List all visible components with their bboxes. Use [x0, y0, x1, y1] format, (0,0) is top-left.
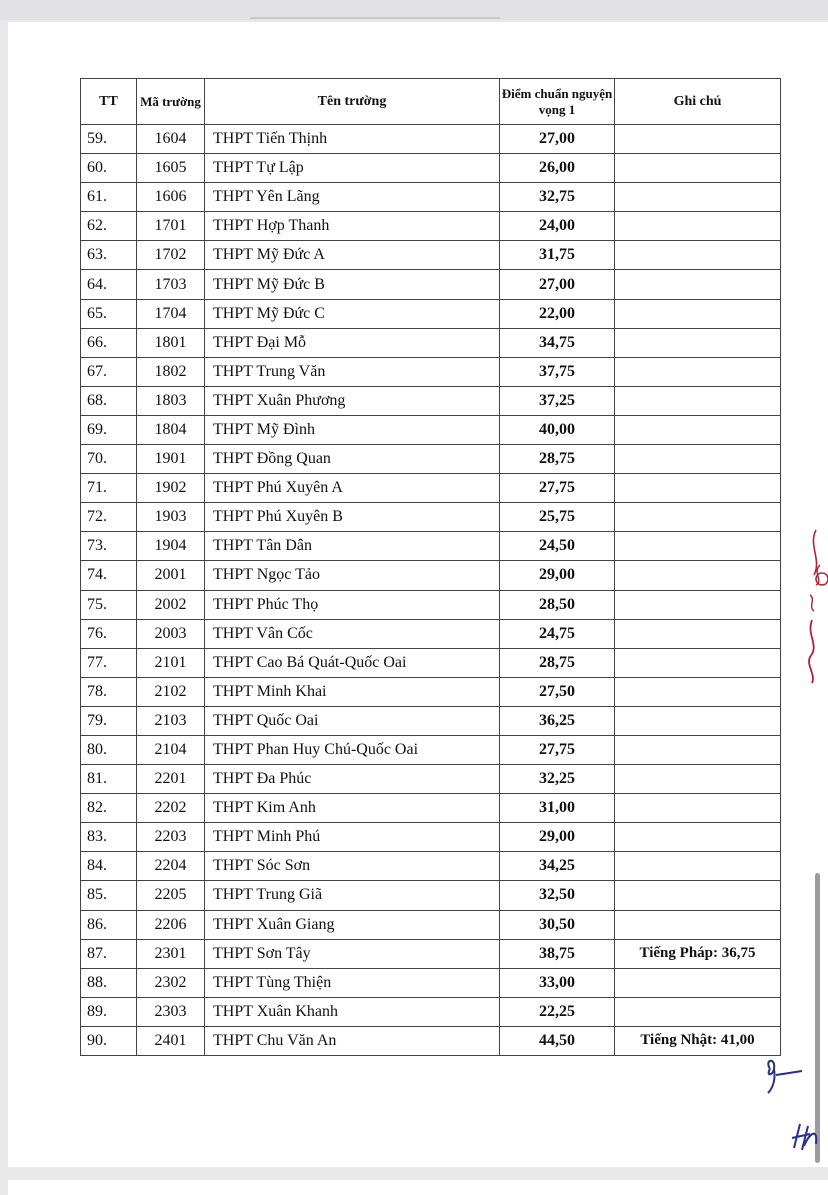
row-tt: 84. [81, 852, 137, 881]
row-ma-truong: 2202 [137, 794, 205, 823]
row-tt: 70. [81, 445, 137, 474]
row-ten-truong: THPT Tân Dân [205, 532, 500, 561]
row-tt: 73. [81, 532, 137, 561]
row-ma-truong: 1901 [137, 445, 205, 474]
header-ten-truong: Tên trường [205, 79, 500, 125]
table-row [81, 735, 781, 764]
row-diem-chuan: 27,00 [500, 270, 615, 299]
row-ma-truong: 2101 [137, 648, 205, 677]
row-ma-truong: 1704 [137, 299, 205, 328]
row-ten-truong: THPT Mỹ Đức C [205, 299, 500, 328]
row-diem-chuan: 36,25 [500, 706, 615, 735]
row-ten-truong: THPT Đại Mỗ [205, 328, 500, 357]
row-tt: 66. [81, 328, 137, 357]
row-diem-chuan: 37,25 [500, 386, 615, 415]
row-ten-truong: THPT Minh Khai [205, 677, 500, 706]
row-ma-truong: 2003 [137, 619, 205, 648]
table-row [81, 1026, 781, 1055]
row-diem-chuan: 27,50 [500, 677, 615, 706]
row-ten-truong: THPT Phúc Thọ [205, 590, 500, 619]
row-tt: 63. [81, 241, 137, 270]
table-row [81, 357, 781, 386]
row-ten-truong: THPT Phan Huy Chú-Quốc Oai [205, 735, 500, 764]
row-ghi-chu [615, 154, 781, 183]
row-ma-truong: 2102 [137, 677, 205, 706]
table-row [81, 706, 781, 735]
row-diem-chuan: 22,00 [500, 299, 615, 328]
row-ma-truong: 2203 [137, 823, 205, 852]
row-ghi-chu [615, 619, 781, 648]
table-row [81, 386, 781, 415]
row-tt: 61. [81, 183, 137, 212]
row-diem-chuan: 28,75 [500, 445, 615, 474]
row-tt: 78. [81, 677, 137, 706]
row-ma-truong: 2104 [137, 735, 205, 764]
row-tt: 64. [81, 270, 137, 299]
row-ma-truong: 2401 [137, 1026, 205, 1055]
row-ghi-chu [615, 997, 781, 1026]
row-ghi-chu [615, 532, 781, 561]
row-ten-truong: THPT Sóc Sơn [205, 852, 500, 881]
table-row [81, 561, 781, 590]
row-ma-truong: 1604 [137, 125, 205, 154]
row-ma-truong: 1903 [137, 503, 205, 532]
row-tt: 62. [81, 212, 137, 241]
row-ten-truong: THPT Mỹ Đức A [205, 241, 500, 270]
row-tt: 72. [81, 503, 137, 532]
row-diem-chuan: 32,50 [500, 881, 615, 910]
row-diem-chuan: 24,75 [500, 619, 615, 648]
table-row [81, 765, 781, 794]
row-tt: 75. [81, 590, 137, 619]
row-ten-truong: THPT Xuân Phương [205, 386, 500, 415]
row-ghi-chu [615, 299, 781, 328]
row-ma-truong: 1701 [137, 212, 205, 241]
row-ma-truong: 2001 [137, 561, 205, 590]
table-row [81, 212, 781, 241]
row-ghi-chu [615, 765, 781, 794]
row-ten-truong: THPT Kim Anh [205, 794, 500, 823]
header-tt: TT [81, 79, 137, 125]
table-row [81, 328, 781, 357]
row-tt: 74. [81, 561, 137, 590]
row-ten-truong: THPT Xuân Giang [205, 910, 500, 939]
table-row [81, 852, 781, 881]
header-ma-truong: Mã trường [137, 79, 205, 125]
row-tt: 85. [81, 881, 137, 910]
table-row [81, 532, 781, 561]
table-row [81, 910, 781, 939]
row-ten-truong: THPT Yên Lãng [205, 183, 500, 212]
row-diem-chuan: 26,00 [500, 154, 615, 183]
header-ghi-chu: Ghi chú [615, 79, 781, 125]
table-header-row [81, 79, 781, 125]
row-ma-truong: 1605 [137, 154, 205, 183]
row-ten-truong: THPT Tiến Thịnh [205, 125, 500, 154]
row-ghi-chu [615, 183, 781, 212]
row-ghi-chu [615, 125, 781, 154]
row-tt: 67. [81, 357, 137, 386]
row-tt: 65. [81, 299, 137, 328]
table-row [81, 677, 781, 706]
row-ghi-chu [615, 357, 781, 386]
table-row [81, 794, 781, 823]
row-ten-truong: THPT Trung Giã [205, 881, 500, 910]
row-ten-truong: THPT Sơn Tây [205, 939, 500, 968]
row-diem-chuan: 34,75 [500, 328, 615, 357]
row-ten-truong: THPT Vân Cốc [205, 619, 500, 648]
row-diem-chuan: 27,00 [500, 125, 615, 154]
table-row [81, 299, 781, 328]
signature-initial-2 [788, 1118, 822, 1158]
row-ma-truong: 2204 [137, 852, 205, 881]
row-tt: 86. [81, 910, 137, 939]
row-diem-chuan: 24,50 [500, 532, 615, 561]
header-diem-chuan: Điểm chuẩn nguyện vọng 1 [500, 79, 615, 125]
admission-score-table [80, 78, 781, 1056]
row-diem-chuan: 25,75 [500, 503, 615, 532]
row-ten-truong: THPT Tùng Thiện [205, 968, 500, 997]
row-ten-truong: THPT Chu Văn An [205, 1026, 500, 1055]
row-ten-truong: THPT Ngọc Tảo [205, 561, 500, 590]
row-ma-truong: 2002 [137, 590, 205, 619]
row-tt: 80. [81, 735, 137, 764]
row-ghi-chu [615, 474, 781, 503]
row-ten-truong: THPT Quốc Oai [205, 706, 500, 735]
row-ghi-chu [615, 212, 781, 241]
row-diem-chuan: 31,00 [500, 794, 615, 823]
row-diem-chuan: 38,75 [500, 939, 615, 968]
row-tt: 69. [81, 415, 137, 444]
row-tt: 88. [81, 968, 137, 997]
row-ghi-chu [615, 648, 781, 677]
row-ma-truong: 2205 [137, 881, 205, 910]
row-ghi-chu [615, 328, 781, 357]
row-ma-truong: 2201 [137, 765, 205, 794]
row-diem-chuan: 31,75 [500, 241, 615, 270]
table-row [81, 968, 781, 997]
row-diem-chuan: 29,00 [500, 561, 615, 590]
row-tt: 71. [81, 474, 137, 503]
row-diem-chuan: 27,75 [500, 735, 615, 764]
row-ghi-chu [615, 270, 781, 299]
row-diem-chuan: 44,50 [500, 1026, 615, 1055]
table-row [81, 154, 781, 183]
row-ghi-chu [615, 823, 781, 852]
row-diem-chuan: 33,00 [500, 968, 615, 997]
row-ghi-chu: Tiếng Nhật: 41,00 [615, 1026, 781, 1055]
row-ghi-chu [615, 910, 781, 939]
next-page-edge [8, 1180, 828, 1195]
row-ten-truong: THPT Trung Văn [205, 357, 500, 386]
signature-initial-1 [762, 1055, 808, 1095]
row-diem-chuan: 24,00 [500, 212, 615, 241]
row-ten-truong: THPT Phú Xuyên A [205, 474, 500, 503]
row-diem-chuan: 28,75 [500, 648, 615, 677]
row-diem-chuan: 29,00 [500, 823, 615, 852]
row-tt: 89. [81, 997, 137, 1026]
row-tt: 76. [81, 619, 137, 648]
row-diem-chuan: 28,50 [500, 590, 615, 619]
row-ma-truong: 1702 [137, 241, 205, 270]
table-row [81, 183, 781, 212]
row-ghi-chu [615, 968, 781, 997]
table-row [81, 270, 781, 299]
row-ma-truong: 1804 [137, 415, 205, 444]
row-diem-chuan: 32,25 [500, 765, 615, 794]
row-ten-truong: THPT Đa Phúc [205, 765, 500, 794]
row-diem-chuan: 40,00 [500, 415, 615, 444]
document-page [8, 22, 828, 1167]
row-ghi-chu [615, 881, 781, 910]
table-row [81, 125, 781, 154]
row-ma-truong: 2303 [137, 997, 205, 1026]
row-ma-truong: 1902 [137, 474, 205, 503]
row-ten-truong: THPT Phú Xuyên B [205, 503, 500, 532]
row-diem-chuan: 37,75 [500, 357, 615, 386]
row-tt: 82. [81, 794, 137, 823]
row-diem-chuan: 30,50 [500, 910, 615, 939]
row-ma-truong: 2302 [137, 968, 205, 997]
table-row [81, 445, 781, 474]
row-ghi-chu [615, 677, 781, 706]
row-tt: 68. [81, 386, 137, 415]
row-diem-chuan: 27,75 [500, 474, 615, 503]
row-ghi-chu [615, 794, 781, 823]
row-ghi-chu [615, 241, 781, 270]
table-row [81, 415, 781, 444]
row-diem-chuan: 32,75 [500, 183, 615, 212]
row-ghi-chu [615, 706, 781, 735]
row-tt: 81. [81, 765, 137, 794]
row-ma-truong: 1606 [137, 183, 205, 212]
row-ghi-chu: Tiếng Pháp: 36,75 [615, 939, 781, 968]
row-ten-truong: THPT Cao Bá Quát-Quốc Oai [205, 648, 500, 677]
row-ghi-chu [615, 503, 781, 532]
row-ma-truong: 2103 [137, 706, 205, 735]
row-tt: 90. [81, 1026, 137, 1055]
row-ten-truong: THPT Tự Lập [205, 154, 500, 183]
row-tt: 83. [81, 823, 137, 852]
row-ten-truong: THPT Hợp Thanh [205, 212, 500, 241]
row-ghi-chu [615, 445, 781, 474]
row-ma-truong: 1802 [137, 357, 205, 386]
row-ma-truong: 1904 [137, 532, 205, 561]
row-ma-truong: 1703 [137, 270, 205, 299]
table-row [81, 241, 781, 270]
row-tt: 79. [81, 706, 137, 735]
row-ghi-chu [615, 386, 781, 415]
row-ghi-chu [615, 415, 781, 444]
stamp-fragment [802, 525, 828, 685]
row-diem-chuan: 22,25 [500, 997, 615, 1026]
table-row [81, 619, 781, 648]
row-tt: 77. [81, 648, 137, 677]
row-ma-truong: 1803 [137, 386, 205, 415]
row-ten-truong: THPT Đồng Quan [205, 445, 500, 474]
table-row [81, 881, 781, 910]
row-ten-truong: THPT Minh Phú [205, 823, 500, 852]
row-ten-truong: THPT Mỹ Đức B [205, 270, 500, 299]
table-row [81, 474, 781, 503]
row-ten-truong: THPT Xuân Khanh [205, 997, 500, 1026]
row-ma-truong: 1801 [137, 328, 205, 357]
table-row [81, 997, 781, 1026]
row-ghi-chu [615, 590, 781, 619]
row-ghi-chu [615, 561, 781, 590]
row-ten-truong: THPT Mỹ Đình [205, 415, 500, 444]
row-diem-chuan: 34,25 [500, 852, 615, 881]
row-ghi-chu [615, 852, 781, 881]
row-tt: 59. [81, 125, 137, 154]
table-row [81, 590, 781, 619]
row-ma-truong: 2206 [137, 910, 205, 939]
row-tt: 60. [81, 154, 137, 183]
table-row [81, 648, 781, 677]
table-row [81, 939, 781, 968]
row-ghi-chu [615, 735, 781, 764]
table-row [81, 823, 781, 852]
table-row [81, 503, 781, 532]
viewer-top-handle [250, 17, 500, 19]
row-tt: 87. [81, 939, 137, 968]
row-ma-truong: 2301 [137, 939, 205, 968]
